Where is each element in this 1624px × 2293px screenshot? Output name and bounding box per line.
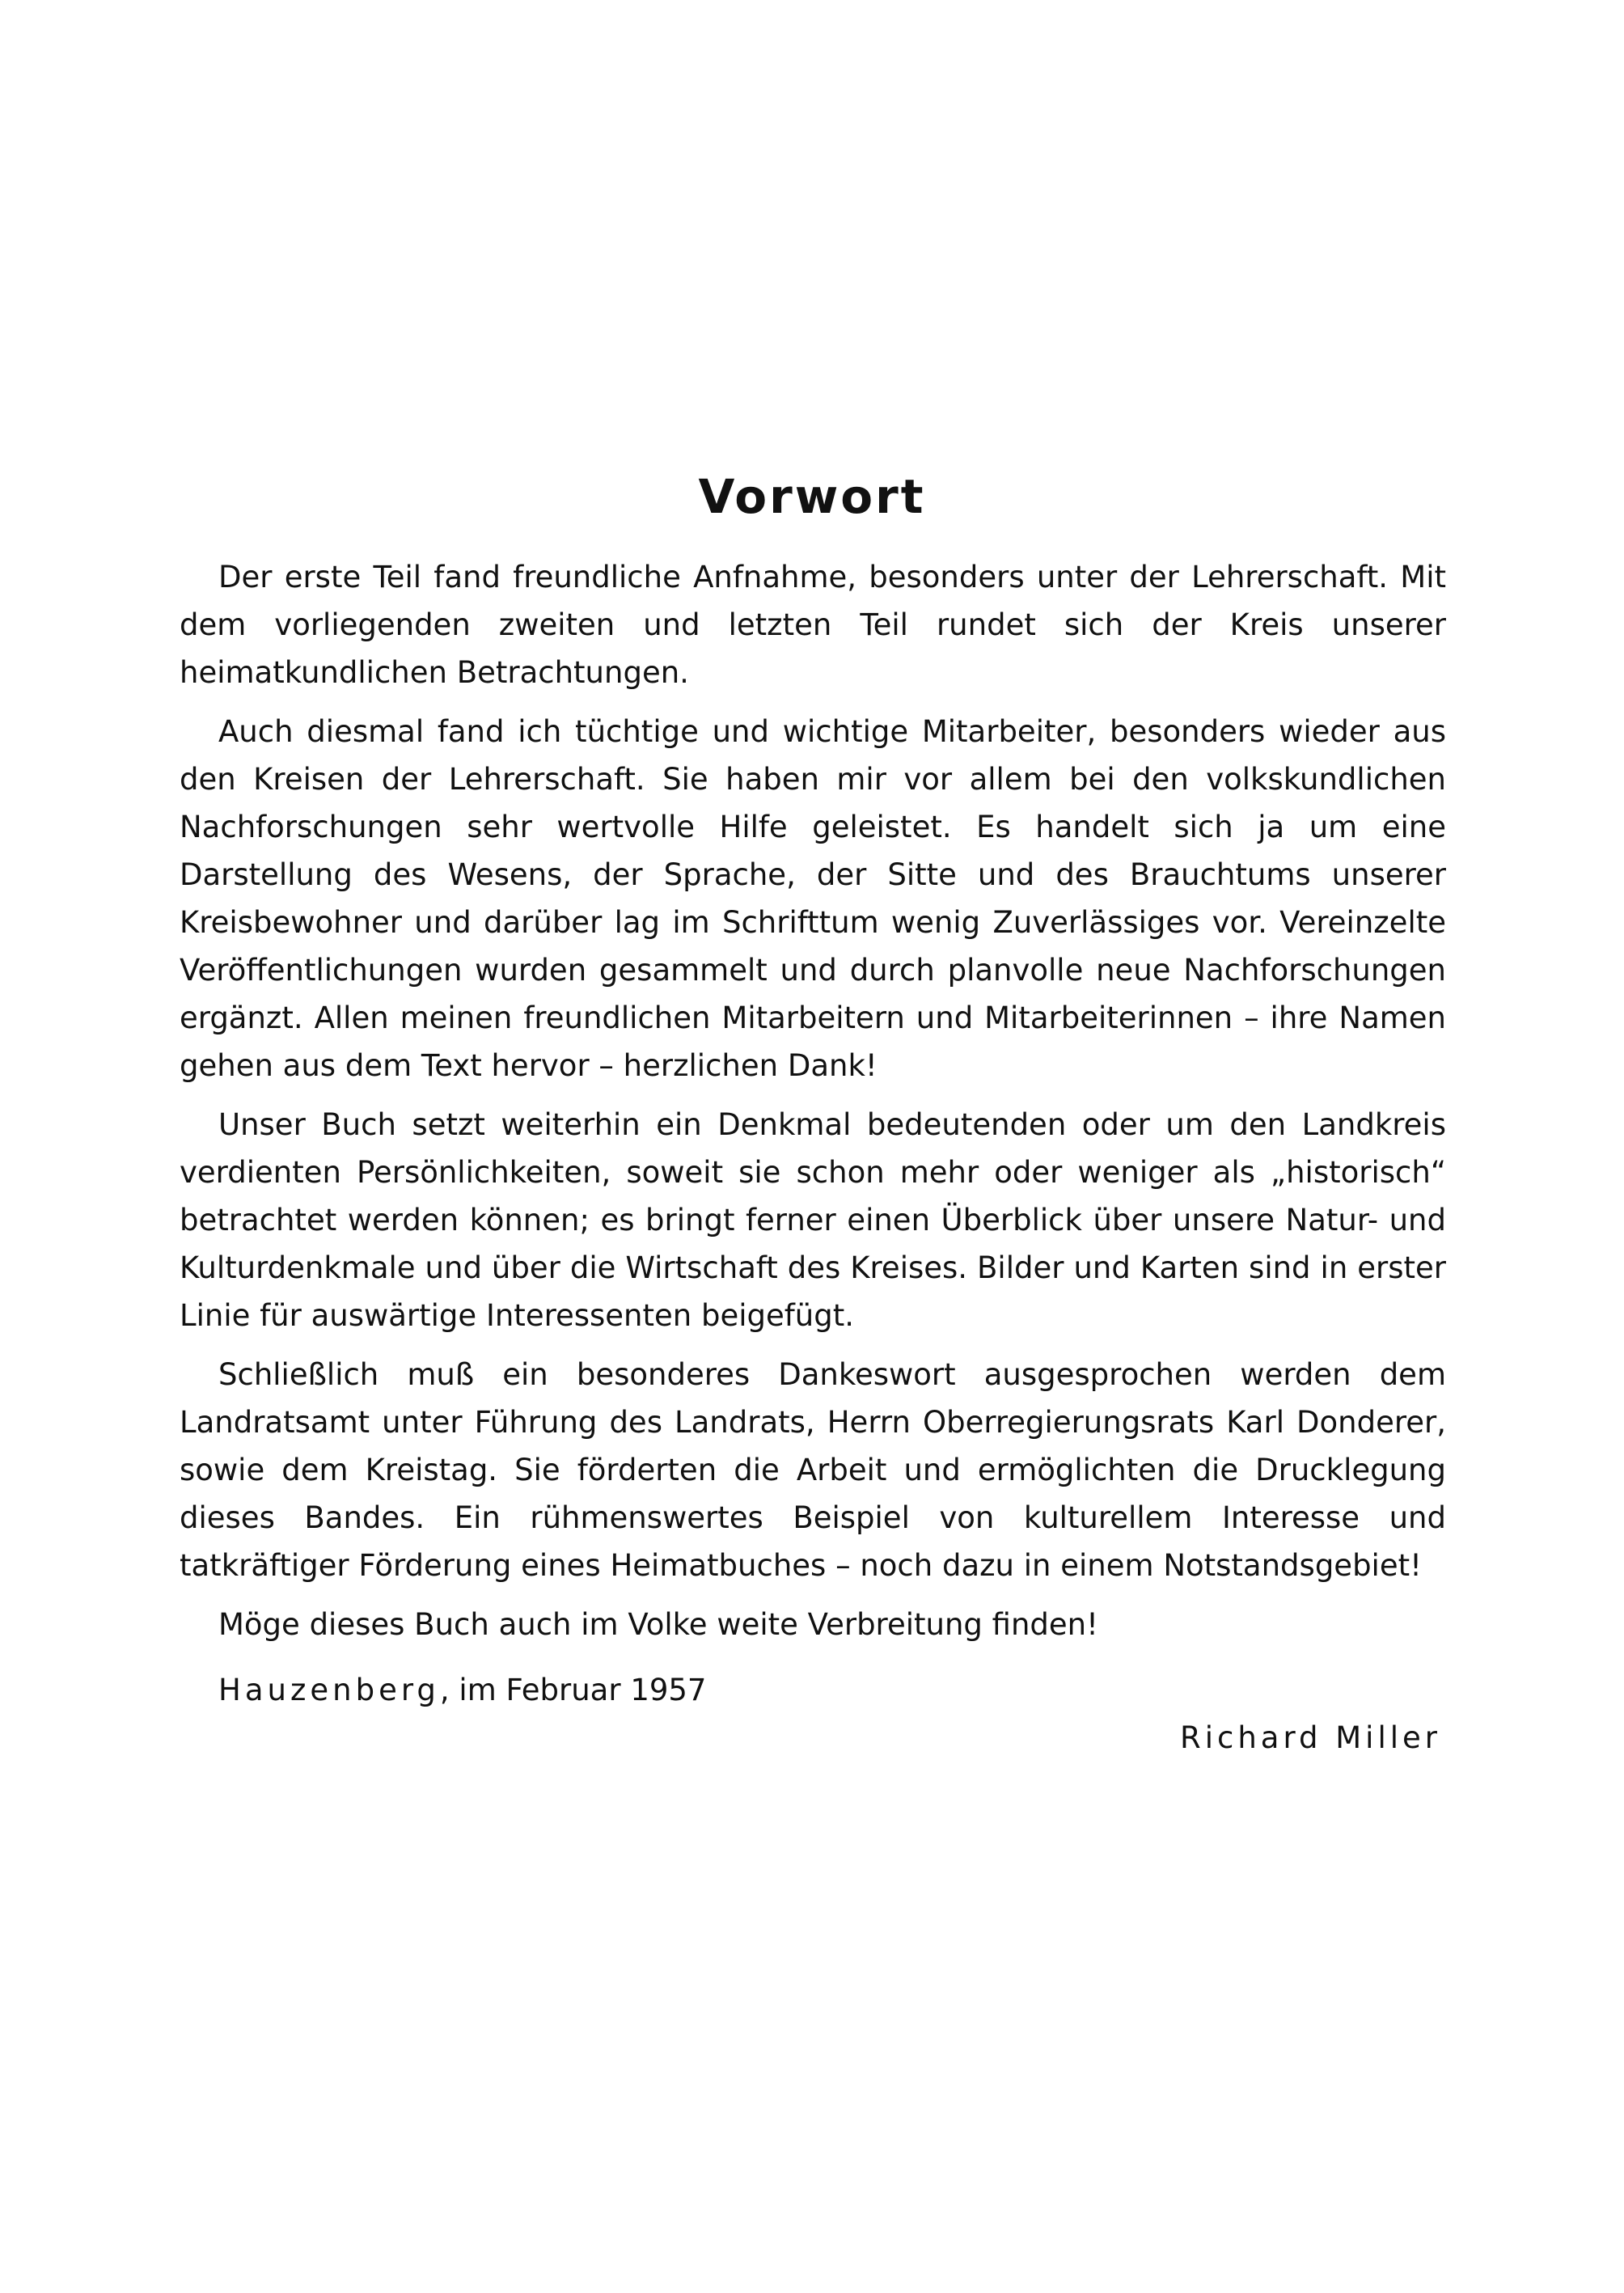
paragraph-2: Auch diesmal fand ich tüchtige und wichtige Mitarbeiter, besonders wieder aus den Kreisen der Lehrerschaft. Sie haben mir vor allem bei den volkskundlichen Nachforschungen sehr wertvolle Hilfe geleistet. Es handelt sich ja um eine Darstellung des Wesens, der Sprache, der Sitte und des Brauchtums unserer Kreisbewohner und darüber lag im Schrifttum wenig Zuverlässiges vor. Vereinzelte Veröffentlichungen wurden gesammelt und durch planvolle neue Nachforschungen ergänzt. Allen meinen freundlichen Mitarbeitern und Mitarbeiterinnen – ihre Namen gehen aus dem Text hervor – herzlichen Dank! [180,714,1446,1083]
paragraph-1: Der erste Teil fand freundliche Anfnahme, besonders unter der Lehrerschaft. Mit dem vorliegenden zweiten und letzten Teil rundet sich der Kreis unserer heimatkundlichen Betrachtungen. [180,560,1446,690]
date-text: , im Februar 1957 [439,1673,707,1707]
author-signature: Richard Miller [1179,1720,1441,1755]
preface-body [180,553,1446,1762]
paragraph-4: Schließlich muß ein besonderes Dankeswort ausgesprochen werden dem Landratsamt unter Führung des Landrats, Herrn Oberregierungsrats Karl Donderer, sowie dem Kreistag. Sie förderten die Arbeit und ermöglichten die Drucklegung dieses Bandes. Ein rühmenswertes Beispiel von kulturellem Interesse und tatkräftiger Förderung eines Heimatbuches – noch dazu in einem Notstandsgebiet! [180,1357,1446,1583]
paragraph-3: Unser Buch setzt weiterhin ein Denkmal bedeutenden oder um den Landkreis verdienten Persönlichkeiten, soweit sie schon mehr oder weniger als „historisch“ betrachtet werden können; es bringt ferner einen Überblick über unsere Natur- und Kulturdenkmale und über die Wirtschaft des Kreises. Bilder und Karten sind in erster Linie für auswärtige Interessenten beigefügt. [180,1107,1446,1333]
place-date-line [180,1666,1446,1714]
page-title: Vorwort [698,469,926,524]
paragraph-5: Möge dieses Buch auch im Volke weite Verbreitung finden! [218,1607,1098,1642]
place-name: Hauzenberg [218,1673,440,1707]
